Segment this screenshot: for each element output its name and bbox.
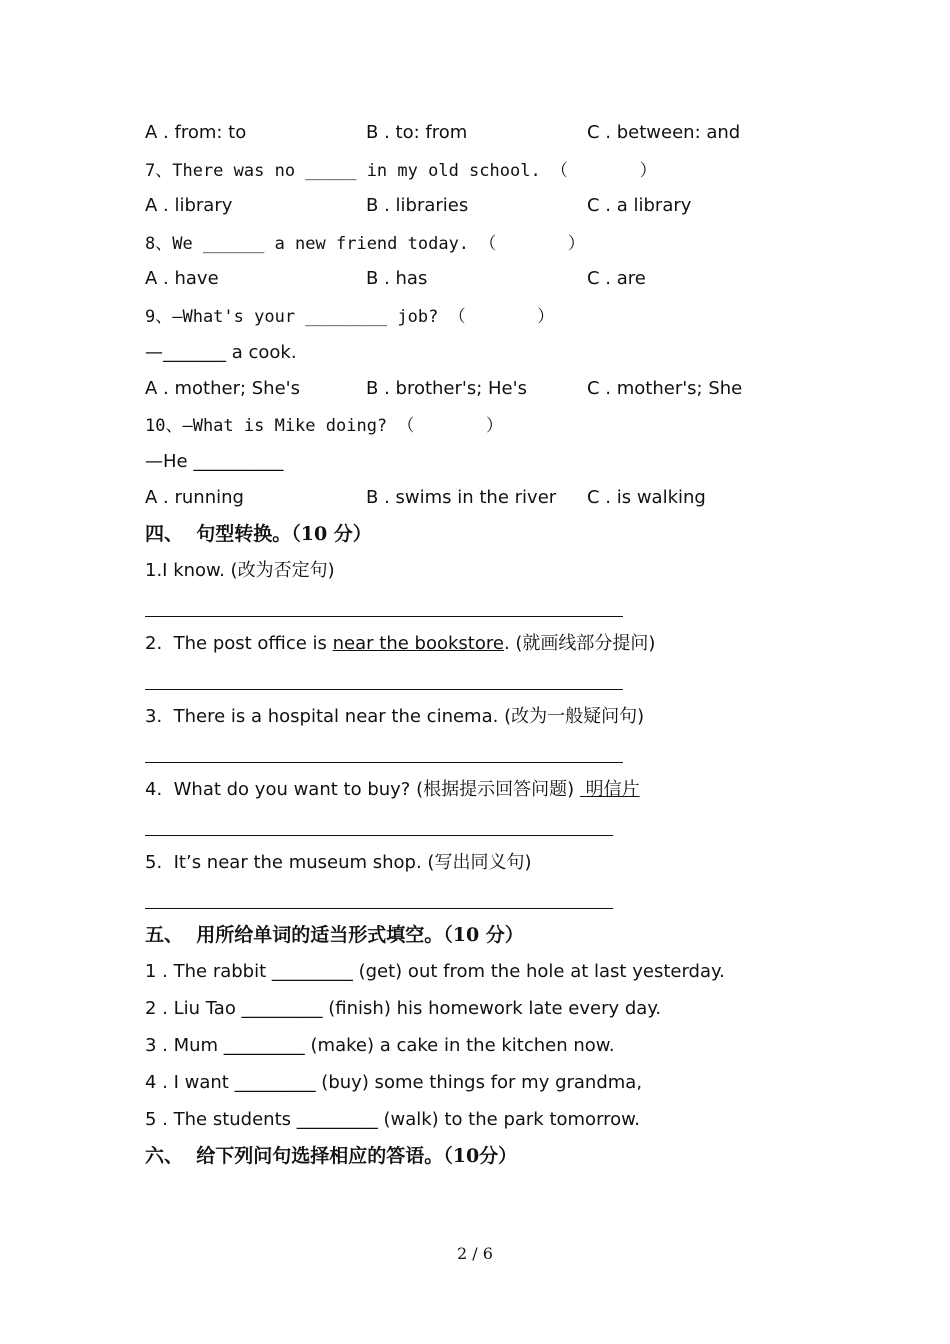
s4-item-2-underlined: near the bookstore <box>332 633 504 654</box>
q8-option-b: B . has <box>366 268 428 289</box>
q10-stem: 10、—What is Mike doing? （ ） <box>145 416 504 436</box>
s5-item-2: 2 . Liu Tao _________ (finish) his homework late every day. <box>145 998 662 1019</box>
q10-option-a: A . running <box>145 487 244 508</box>
q8-option-c: C . are <box>587 268 646 289</box>
q8-stem: 8、We ______ a new friend today. （ ） <box>145 234 585 254</box>
q9-option-a: A . mother; She's <box>145 378 300 399</box>
s4-answer-line-5 <box>145 908 613 909</box>
s4-item-2 <box>145 633 655 655</box>
q9-reply: —_______ a cook. <box>145 342 297 363</box>
q10-reply: —He __________ <box>145 451 284 472</box>
q9-option-c: C . mother's; She <box>587 378 743 399</box>
s4-answer-line-3 <box>145 762 623 763</box>
q10-option-c: C . is walking <box>587 487 706 508</box>
q9-option-b: B . brother's; He's <box>366 378 527 399</box>
q7-option-b: B . libraries <box>366 195 469 216</box>
section4-heading: 四、 句型转换。（10 分） <box>145 523 372 545</box>
s4-item-2-text: 2. The post office is <box>145 633 333 654</box>
q6-option-b: B . to: from <box>366 122 468 143</box>
q7-option-c: C . a library <box>587 195 692 216</box>
page-number: 2 / 6 <box>457 1244 493 1263</box>
s4-item-4 <box>145 779 640 801</box>
q9-stem: 9、—What's your ________ job? （ ） <box>145 307 555 327</box>
s4-item-2-instruction: . (就画线部分提问) <box>503 633 656 654</box>
q6-option-c: C . between: and <box>587 122 741 143</box>
q10-option-b: B . swims in the river <box>366 487 557 508</box>
s4-item-4-hint: 明信片 <box>579 779 640 800</box>
s4-answer-line-1 <box>145 616 623 617</box>
q7-stem: 7、There was no _____ in my old school. （ ） <box>145 161 657 181</box>
s4-answer-line-4 <box>145 835 613 836</box>
section6-heading: 六、 给下列问句选择相应的答语。（10分） <box>145 1145 518 1167</box>
s5-item-5: 5 . The students _________ (walk) to the park tomorrow. <box>145 1109 640 1130</box>
s5-item-4: 4 . I want _________ (buy) some things for my grandma, <box>145 1072 643 1093</box>
section5-heading: 五、 用所给单词的适当形式填空。（10 分） <box>145 924 524 946</box>
q6-option-a: A . from: to <box>145 122 247 143</box>
s4-item-4-text: 4. What do you want to buy? (根据提示回答问题) <box>145 779 580 800</box>
q7-option-a: A . library <box>145 195 233 216</box>
q8-option-a: A . have <box>145 268 219 289</box>
s5-item-3: 3 . Mum _________ (make) a cake in the kitchen now. <box>145 1035 615 1056</box>
s4-answer-line-2 <box>145 689 623 690</box>
s4-item-3: 3. There is a hospital near the cinema. (改为一般疑问句) <box>145 706 645 727</box>
s5-item-1: 1 . The rabbit _________ (get) out from the hole at last yesterday. <box>145 961 725 982</box>
s4-item-5: 5. It’s near the museum shop. (写出同义句) <box>145 852 532 873</box>
s4-item-1: 1.I know. (改为否定句) <box>145 560 335 581</box>
